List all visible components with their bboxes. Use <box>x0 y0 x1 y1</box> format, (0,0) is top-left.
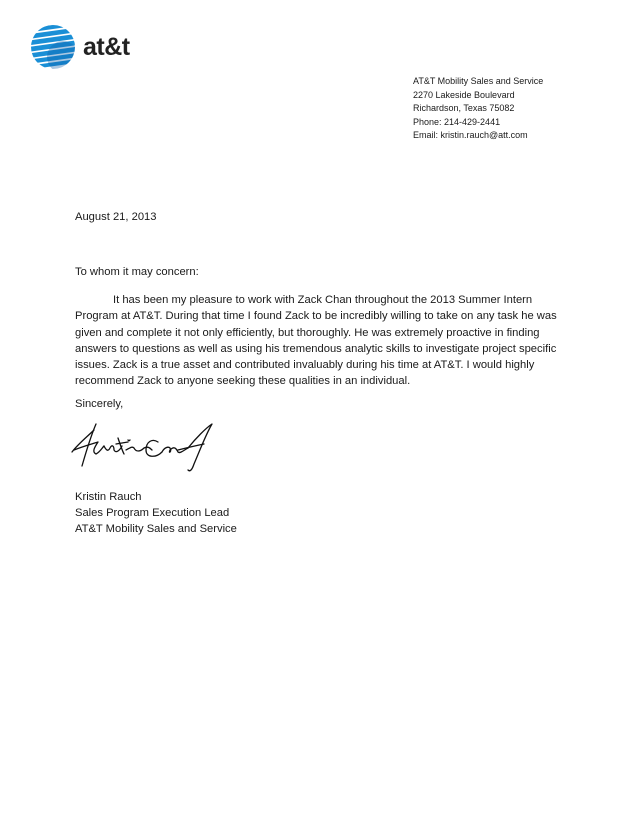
sender-company: AT&T Mobility Sales and Service <box>413 76 544 86</box>
sender-city: Richardson, Texas 75082 <box>413 103 515 113</box>
sender-email: Email: kristin.rauch@att.com <box>413 130 528 140</box>
att-globe-icon <box>30 24 76 70</box>
logo-wordmark: at&t <box>83 32 130 61</box>
signatory-title: Sales Program Execution Lead <box>75 507 230 519</box>
sender-phone: Phone: 214-429-2441 <box>413 116 501 127</box>
sender-address <box>413 75 543 143</box>
att-logo <box>30 24 130 70</box>
letter-body: It has been my pleasure to work with Zack Chan throughout the 2013 Summer Intern Program at AT&T. During that time I found Zack to be incredibly willing to take on any task he was given and complete it not only efficiently, but thoroughly. He was extremely proactive in finding answers to questions as well as using his tremendous analytic skills to investigate project specific issues. Zack is a true asset and contributed invaluably during his time at AT&T. I would highly recommend Zack to anyone seeking these qualities in an individual. <box>75 294 557 388</box>
signatory-name: Kristin Rauch <box>75 491 142 503</box>
signatory-organization: AT&T Mobility Sales and Service <box>75 523 237 535</box>
letter-date: August 21, 2013 <box>75 211 157 223</box>
sender-street: 2270 Lakeside Boulevard <box>413 89 515 100</box>
handwritten-signature <box>66 420 226 476</box>
letter-closing: Sincerely, <box>75 398 124 410</box>
letter-salutation: To whom it may concern: <box>75 266 199 278</box>
signatory-block <box>75 489 237 537</box>
